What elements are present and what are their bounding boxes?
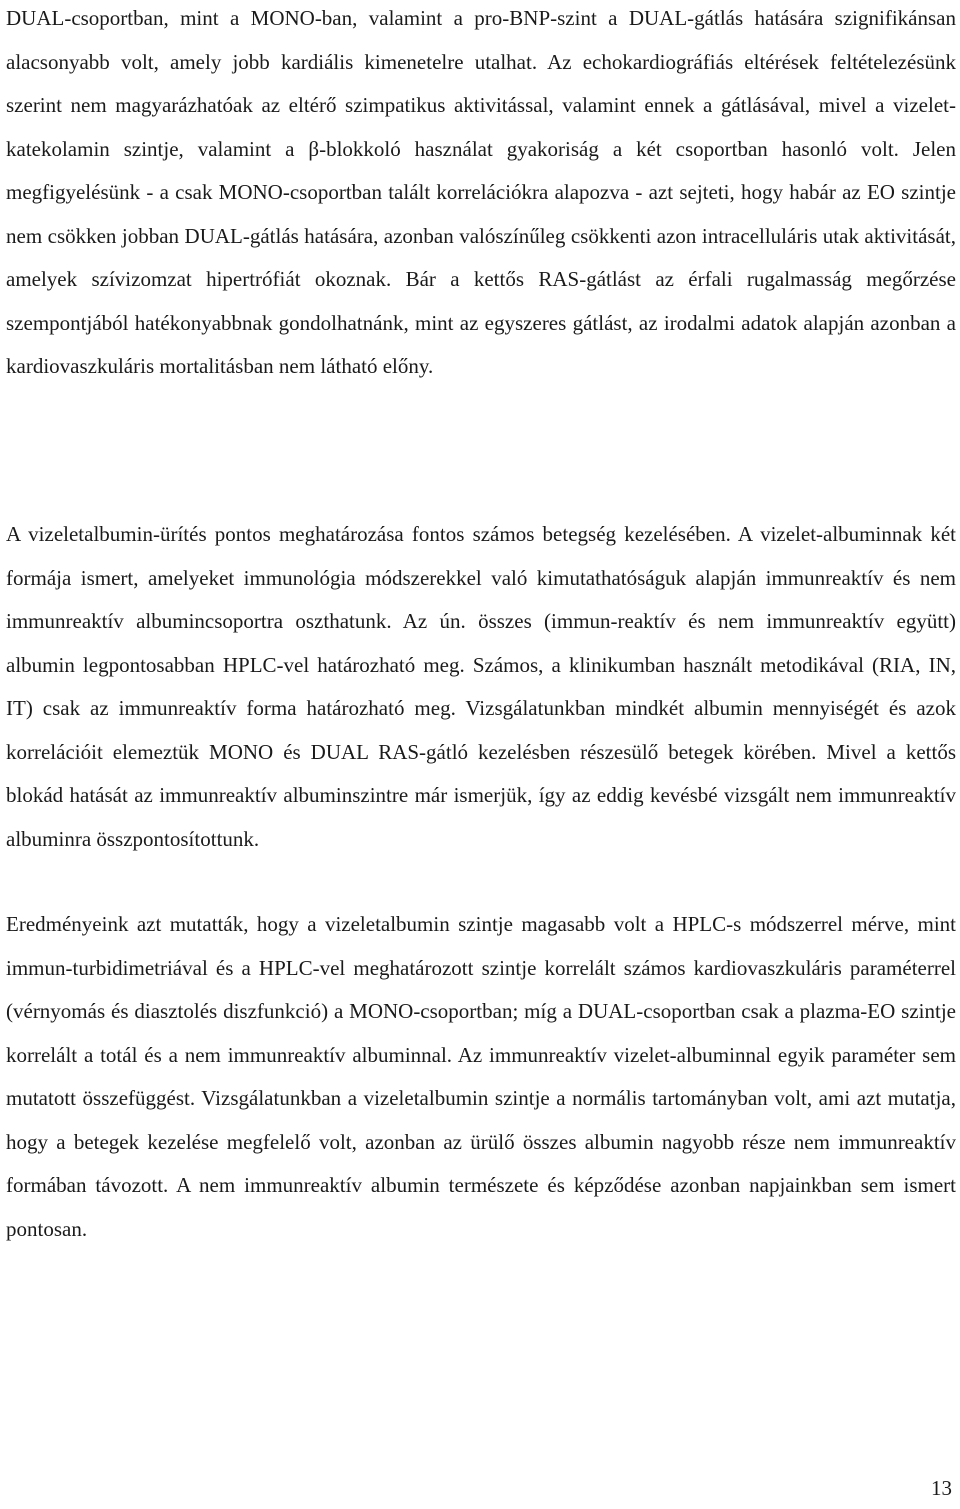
paragraph-results: Eredményeink azt mutatták, hogy a vizeletalbumin szintje magasabb volt a HPLC-s módszerrel mérve, mint immun-turbidimetriával és a HPLC-vel meghatározott szintje korrelált számos kardiovaszkuláris paraméterrel (vérnyomás és diasztolés diszfunkció) a MONO-csoportban; míg a DUAL-csoportban csak a plazma-EO szintje korrelált a totál és a nem immunreaktív albuminnal. Az immunreaktív vizelet-albuminnal egyik paraméter sem mutatott összefüggést. Vizsgálatunkban a vizeletalbumin szintje a normális tartományban volt, ami azt mutatja, hogy a betegek kezelése megfelelő volt, azonban az ürülő összes albumin nagyobb része nem immunreaktív formában távozott. A nem immunreaktív albumin természete és képződése azonban napjainkban sem ismert pontosan. [6, 912, 956, 1241]
page-number: 13 [931, 1476, 952, 1500]
paragraph-urine-albumin: A vizeletalbumin-ürítés pontos meghatározása fontos számos betegség kezelésében. A vizelet-albuminnak két formája ismert, amelyeket immunológia módszerekkel való kimutathatóságuk alapján immunreaktív és nem immunreaktív albumincsoportra oszthatunk. Az ún. összes (immun-reaktív és nem immunreaktív együtt) albumin legpontosabban HPLC-vel határozható meg. Számos, a klinikumban használt metodikával (RIA, IN, IT) csak az immunreaktív forma határozható meg. Vizsgálatunkban mindkét albumin mennyiségét és azok korrelációit elemeztük MONO és DUAL RAS-gátló kezelésben részesülő betegek körében. Mivel a kettős blokád hatását az immunreaktív albuminszintre már ismerjük, így az eddig kevésbé vizsgált nem immunreaktív albuminra összpontosítottunk. [6, 522, 956, 851]
paragraph-echocardiography: DUAL-csoportban, mint a MONO-ban, valamint a pro-BNP-szint a DUAL-gátlás hatására szignifikánsan alacsonyabb volt, amely jobb kardiális kimenetelre utalhat. Az echokardiográfiás eltérések feltételezésünk szerint nem magyarázhatóak az eltérő szimpatikus aktivitással, valamint ennek a gátlásával, mivel a vizelet-katekolamin szintje, valamint a β-blokkoló használat gyakoriság a két csoportban hasonló volt. Jelen megfigyelésünk - a csak MONO-csoportban talált korrelációkra alapozva - azt sejteti, hogy habár az EO szintje nem csökken jobban DUAL-gátlás hatására, azonban valószínűleg csökkenti azon intracelluláris utak aktivitását, amelyek szívizomzat hipertrófiát okoznak. Bár a kettős RAS-gátlást az érfali rugalmasság megőrzése szempontjából hatékonyabbnak gondolhatnánk, mint az egyszeres gátlást, az irodalmi adatok alapján azonban a kardiovaszkuláris mortalitásban nem látható előny. [6, 6, 956, 378]
